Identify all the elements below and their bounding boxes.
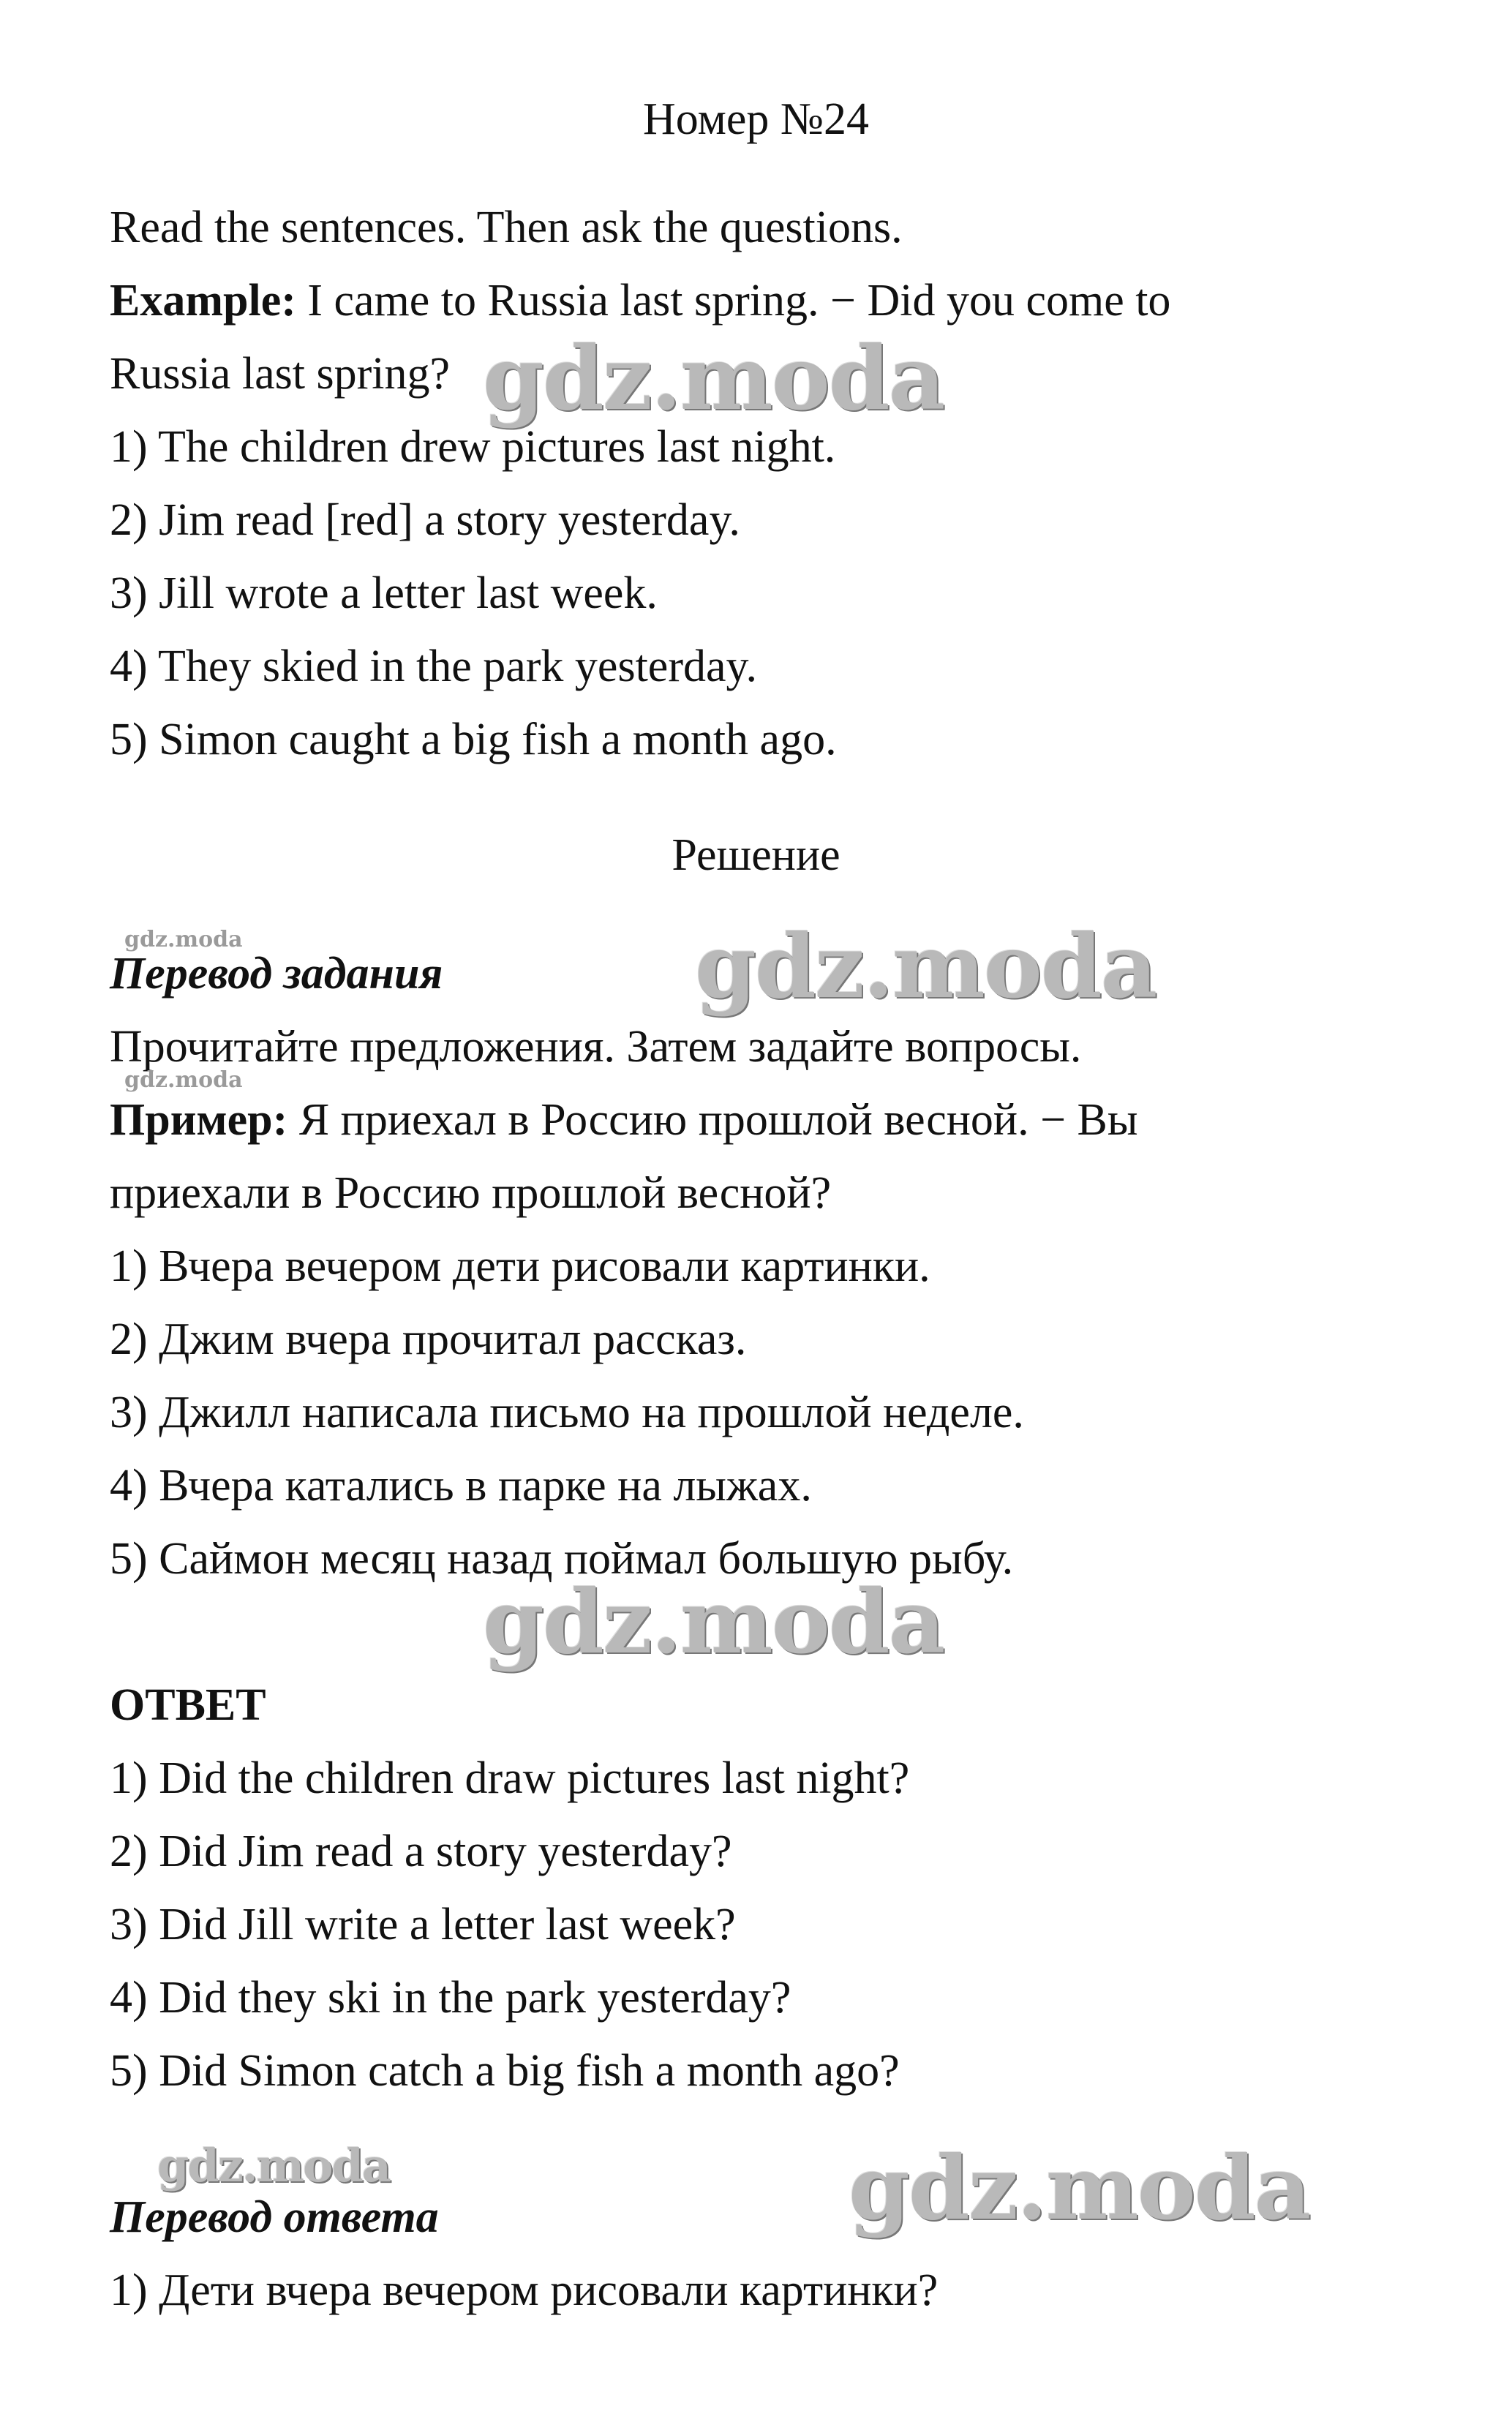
translation-item: 2) Джим вчера прочитал рассказ. — [110, 1315, 747, 1364]
watermark-small: gdz.moda — [124, 1067, 243, 1093]
answer-item: 1) Did the children draw pictures last night? — [110, 1753, 910, 1803]
solution-heading: Решение — [672, 830, 840, 880]
translation-item: 4) Вчера катались в парке на лыжах. — [110, 1461, 812, 1511]
translation-example-label: Пример: — [110, 1095, 288, 1145]
translation-item: 3) Джилл написала письмо на прошлой неделе. — [110, 1388, 1024, 1437]
answer-item: 2) Did Jim read a story yesterday? — [110, 1827, 732, 1876]
task-instruction: Read the sentences. Then ask the questions. — [110, 203, 903, 252]
watermark: gdz.moda — [849, 2137, 1310, 2240]
task-item: 3) Jill wrote a letter last week. — [110, 568, 658, 618]
translation-example-line1 — [110, 1097, 1138, 1143]
watermark-small: gdz.moda — [124, 927, 243, 952]
watermark: gdz.moda — [157, 2139, 390, 2192]
translation-item: 1) Вчера вечером дети рисовали картинки. — [110, 1241, 930, 1291]
page-title: Номер №24 — [642, 94, 869, 144]
translation-example-text-1: Я приехал в Россию прошлой весной. − Вы — [287, 1095, 1138, 1145]
answer-item: 5) Did Simon catch a big fish a month ago? — [110, 2046, 900, 2096]
answer-heading: ОТВЕТ — [110, 1680, 266, 1730]
task-item: 4) They skied in the park yesterday. — [110, 642, 757, 691]
translation-instruction: Прочитайте предложения. Затем задайте вопросы. — [110, 1022, 1082, 1072]
answer-translation-item: 1) Дети вчера вечером рисовали картинки? — [110, 2265, 939, 2315]
translation-example-line2: приехали в Россию прошлой весной? — [110, 1168, 832, 1218]
task-example-line1 — [110, 276, 1171, 326]
answer-translation-heading: Перевод ответа — [110, 2192, 439, 2242]
answer-item: 4) Did they ski in the park yesterday? — [110, 1973, 791, 2023]
task-item: 1) The children drew pictures last night. — [110, 422, 836, 472]
watermark: gdz.moda — [695, 915, 1156, 1018]
translation-heading: Перевод задания — [110, 949, 443, 998]
watermark: gdz.moda — [483, 1571, 944, 1674]
example-label: Example: — [110, 276, 296, 326]
watermark: gdz.moda — [483, 327, 944, 430]
example-text-1: I came to Russia last spring. − Did you come to — [296, 276, 1171, 326]
translation-item: 5) Саймон месяц назад поймал большую рыбу. — [110, 1534, 1014, 1584]
answer-item: 3) Did Jill write a letter last week? — [110, 1900, 736, 1949]
task-item: 5) Simon caught a big fish a month ago. — [110, 715, 837, 764]
task-example-line2: Russia last spring? — [110, 349, 450, 399]
task-item: 2) Jim read [red] a story yesterday. — [110, 495, 740, 545]
